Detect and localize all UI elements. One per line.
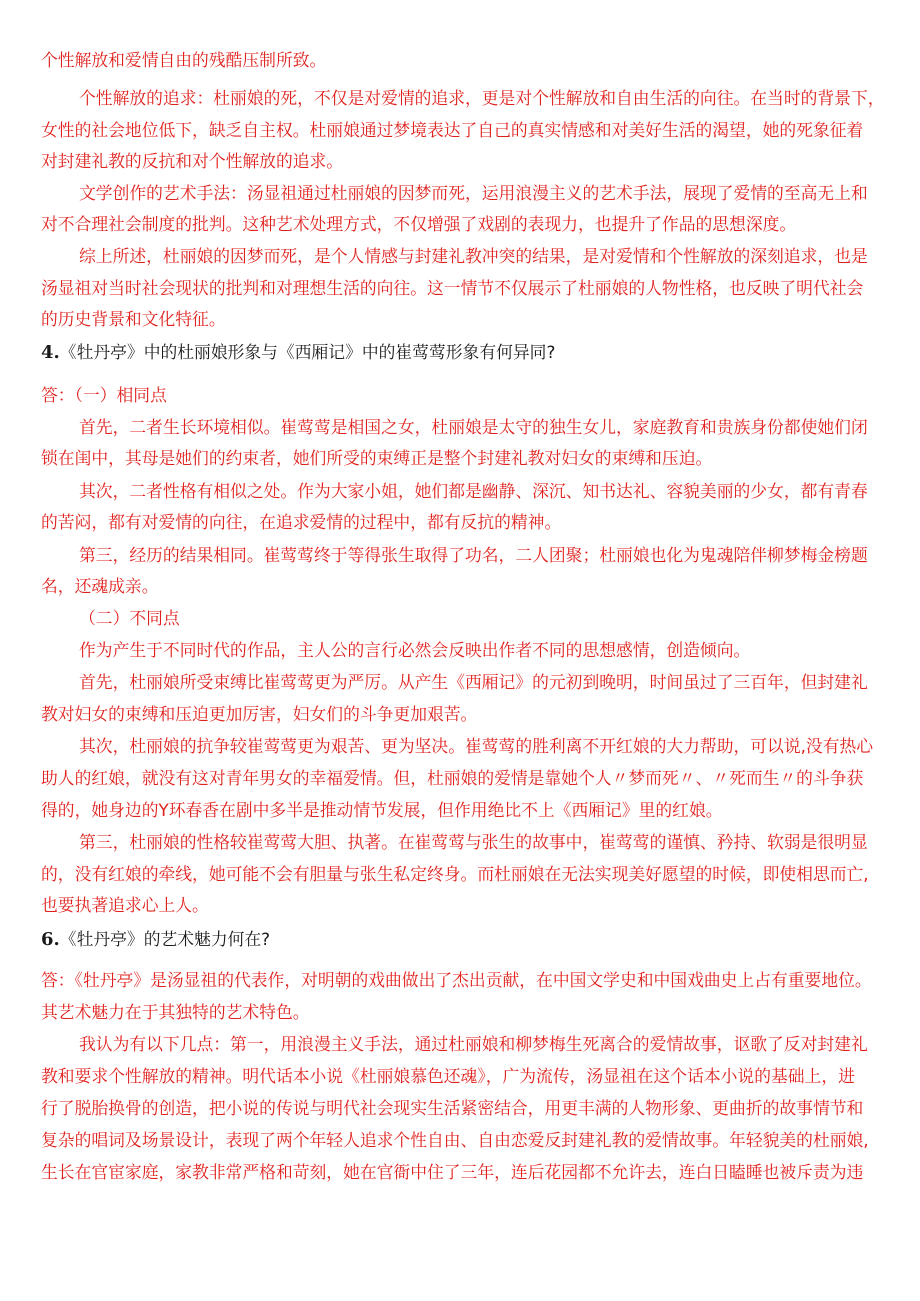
- paragraph-line: 个性解放的追求：杜丽娘的死，不仅是对爱情的追求，更是对个性解放和自由生活的向往。在当时的背景下，: [79, 88, 885, 108]
- paragraph-line: 对封建礼教的反抗和对个性解放的追求。: [41, 151, 344, 171]
- question-6-heading: [41, 927, 886, 952]
- paragraph-line: 综上所述，杜丽娘的因梦而死，是个人情感与封建礼教冲突的结果，是对爱情和个性解放的深刻追求，也是: [79, 246, 868, 266]
- answer-line: 也要执著追求心上人。: [41, 895, 209, 915]
- answer-line: 我认为有以下几点：第一，用浪漫主义手法，通过杜丽娘和柳梦梅生死离合的爱情故事，讴歌了反对封建礼: [79, 1034, 868, 1054]
- answer-line: 生长在官宦家庭，家教非常严格和苛刻，她在官衙中住了三年，连后花园都不允许去，连白日瞌睡也被斥责为违: [41, 1162, 864, 1182]
- answer-line: 答：（一）相同点: [41, 385, 167, 405]
- answer-line: 其艺术魅力在于其独特的艺术特色。: [41, 1002, 310, 1022]
- answer-line: 行了脱胎换骨的创造，把小说的传说与明代社会现实生活紧密结合，用更丰满的人物形象、更曲折的故事情节和: [41, 1098, 864, 1118]
- answer-line: 首先，二者生长环境相似。崔莺莺是相国之女，杜丽娘是太守的独生女儿，家庭教育和贵族身份都使她们闭: [79, 417, 868, 437]
- paragraph-line: 女性的社会地位低下，缺乏自主权。杜丽娘通过梦境表达了自己的真实情感和对美好生活的渴望，她的死象征着: [41, 120, 864, 140]
- question-number: 6.: [41, 929, 60, 950]
- answer-line: 名，还魂成亲。: [41, 576, 159, 596]
- answer-line: 教对妇女的束缚和压迫更加厉害，妇女们的斗争更加艰苦。: [41, 704, 478, 724]
- paragraph-line: 对不合理社会制度的批判。这种艺术处理方式，不仅增强了戏剧的表现力，也提升了作品的思想深度。: [41, 214, 797, 234]
- answer-line: 的，没有红娘的牵线，她可能不会有胆量与张生私定终身。而杜丽娘在无法实现美好愿望的时候，即使相思而亡,: [41, 864, 869, 884]
- answer-line: 答：《牡丹亭》是汤显祖的代表作，对明朝的戏曲做出了杰出贡献，在中国文学史和中国戏曲史上占有重要地位。: [41, 970, 872, 990]
- answer-line: 首先，杜丽娘所受束缚比崔莺莺更为严厉。从产生《西厢记》的元初到晚明，时间虽过了三百年，但封建礼: [79, 672, 868, 692]
- paragraph-line: 个性解放和爱情自由的残酷压制所致。: [41, 50, 327, 70]
- paragraph-line: 汤显祖对当时社会现状的批判和对理想生活的向往。这一情节不仅展示了杜丽娘的人物性格，也反映了明代社会: [41, 278, 864, 298]
- answer-line: 助人的红娘，就没有这对青年男女的幸福爱情。但，杜丽娘的爱情是靠她个人〃梦而死〃、〃死而生〃的斗争获: [41, 768, 864, 788]
- answer-line: 教和要求个性解放的精神。明代话本小说《杜丽娘慕色还魂》，广为流传，汤显祖在这个话本小说的基础上，进: [41, 1066, 855, 1086]
- question-title: 《牡丹亭》中的杜丽娘形象与《西厢记》中的崔莺莺形象有何异同?: [59, 342, 556, 362]
- question-4-heading: [41, 340, 886, 365]
- answer-line: 得的，她身边的Y环春香在剧中多半是推动情节发展，但作用绝比不上《西厢记》里的红娘。: [41, 800, 723, 820]
- answer-line: 其次，杜丽娘的抗争较崔莺莺更为艰苦、更为坚决。崔莺莺的胜利离不开红娘的大力帮助，可以说,没有热心: [79, 736, 874, 756]
- question-number: 4.: [41, 342, 60, 363]
- answer-line: 复杂的唱词及场景设计，表现了两个年轻人追求个性自由、自由恋爱反封建礼教的爱情故事。年轻貌美的杜丽娘,: [41, 1130, 869, 1150]
- answer-line: 作为产生于不同时代的作品，主人公的言行必然会反映出作者不同的思想感情，创造倾向。: [79, 640, 751, 660]
- question-title: 《牡丹亭》的艺术魅力何在?: [59, 929, 271, 949]
- answer-line: 其次，二者性格有相似之处。作为大家小姐，她们都是幽静、深沉、知书达礼、容貌美丽的少女，都有青春: [79, 481, 868, 501]
- answer-line: 锁在闺中，其母是她们的约束者，她们所受的束缚正是整个封建礼教对妇女的束缚和压迫。: [41, 448, 713, 468]
- answer-line: 第三，杜丽娘的性格较崔莺莺大胆、执著。在崔莺莺与张生的故事中，崔莺莺的谨慎、矜持、软弱是很明显: [79, 832, 868, 852]
- answer-line: 第三，经历的结果相同。崔莺莺终于等得张生取得了功名，二人团聚；杜丽娘也化为鬼魂陪伴柳梦梅金榜题: [79, 545, 868, 565]
- paragraph-line: 文学创作的艺术手法：汤显祖通过杜丽娘的因梦而死，运用浪漫主义的艺术手法，展现了爱情的至高无上和: [79, 183, 868, 203]
- answer-line: 的苦闷，都有对爱情的向往，在追求爱情的过程中，都有反抗的精神。: [41, 512, 562, 532]
- answer-line: （二）不同点: [79, 608, 180, 628]
- paragraph-line: 的历史背景和文化特征。: [41, 309, 226, 329]
